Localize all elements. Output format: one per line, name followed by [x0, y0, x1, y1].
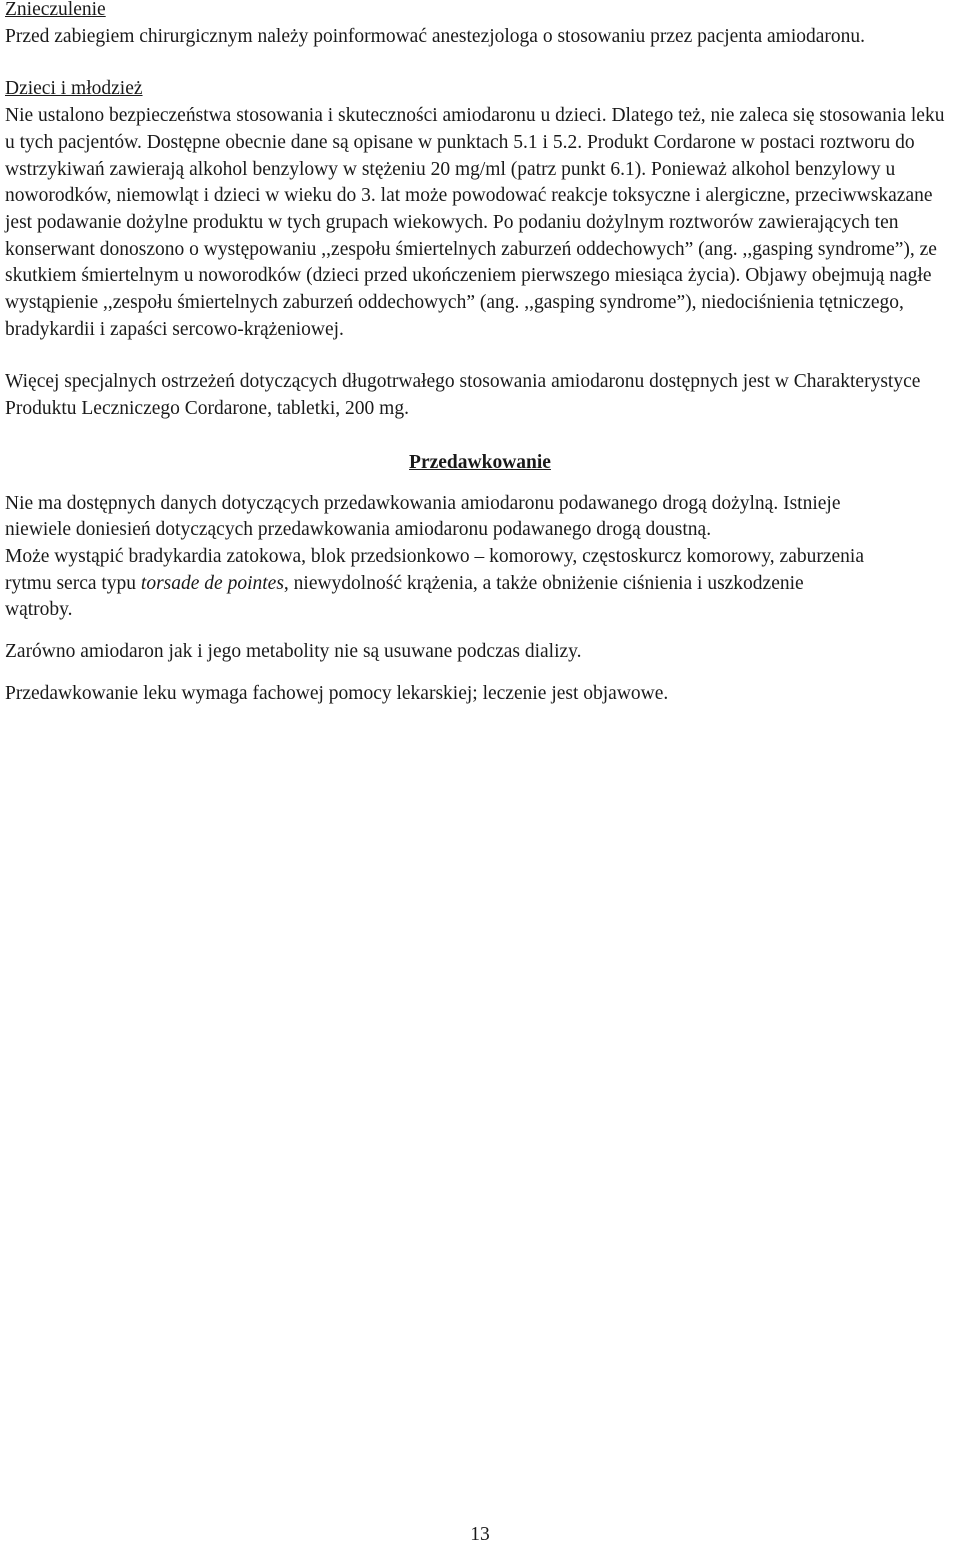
section-heading-children: Dzieci i młodzież — [5, 78, 143, 100]
overdose-paragraph-3: Zarówno amiodaron jak i jego metabolity nie są usuwane podczas dializy. — [5, 641, 582, 663]
document-page — [5, 0, 955, 707]
overdose-paragraph-1: Nie ma dostępnych danych dotyczących przedawkowania amiodaronu podawanego drogą dożylną. Istnieje niewiele doniesień dotyczących przedawkowania amiodaronu podawanego drogą doustną. — [5, 492, 841, 541]
overdose-paragraph-2 — [5, 544, 955, 624]
overdose-p2-end: , niewydolność krążenia, a także obniżenie ciśnienia i uszkodzenie wątroby. — [5, 572, 804, 621]
children-text: Nie ustalono bezpieczeństwa stosowania i skuteczności amiodaronu u dzieci. Dlatego też, nie zaleca się stosowania leku u tych pacjentów. Dostępne obecnie dane są opisane w punktach 5.1 i 5.2. Produkt Cordarone w postaci roztworu do wstrzykiwań zawierają alkohol benzylowy w stężeniu 20 mg/ml (patrz punkt 6.1). Ponieważ alkohol benzylowy u noworodków, niemowląt i dzieci w wieku do 3. lat może powodować reakcje toksyczne i alergiczne, przeciwwskazane jest podawanie dożylne produktu w tych grupach wiekowych. Po podaniu dożylnym roztworów zawierających ten konserwant donoszono o występowaniu ,,zespołu śmiertelnych zaburzeń oddechowych” (ang. ,,gasping syndrome”), ze skutkiem śmiertelnym u noworodków (dzieci przed ukończeniem pierwszego miesiąca życia). Objawy obejmują nagłe wystąpienie ,,zespołu śmiertelnych zaburzeń oddechowych” (ang. ,,gasping syndrome”), niedociśnienia tętniczego, bradykardii i zapaści sercowo-krążeniowej. — [5, 105, 945, 340]
overdose-p2-start: Może wystąpić bradykardia zatokowa, blok przedsionkowo – komorowy, częstoskurcz komorowy, zaburzenia rytmu serca typu — [5, 545, 864, 594]
page-number: 13 — [470, 1524, 490, 1545]
section-heading-overdose: Przedawkowanie — [409, 451, 551, 473]
anesthesia-text: Przed zabiegiem chirurgicznym należy poinformować anestezjologa o stosowaniu przez pacjenta amiodaronu. — [5, 25, 866, 47]
section-children — [5, 76, 955, 343]
overdose-p2-italic: torsade de pointes — [140, 572, 284, 594]
section-overdose — [5, 491, 955, 708]
more-warnings-text: Więcej specjalnych ostrzeżeń dotyczących długotrwałego stosowania amiodaronu dostępnych jest w Charakterystyce Produktu Leczniczego Cordarone, tabletki, 200 mg. — [5, 371, 921, 420]
section-anesthesia — [5, 0, 955, 50]
section-heading-anesthesia: Znieczulenie — [5, 0, 106, 20]
overdose-paragraph-4: Przedawkowanie leku wymaga fachowej pomocy lekarskiej; leczenie jest objawowe. — [5, 682, 669, 704]
section-more-warnings — [5, 369, 955, 422]
